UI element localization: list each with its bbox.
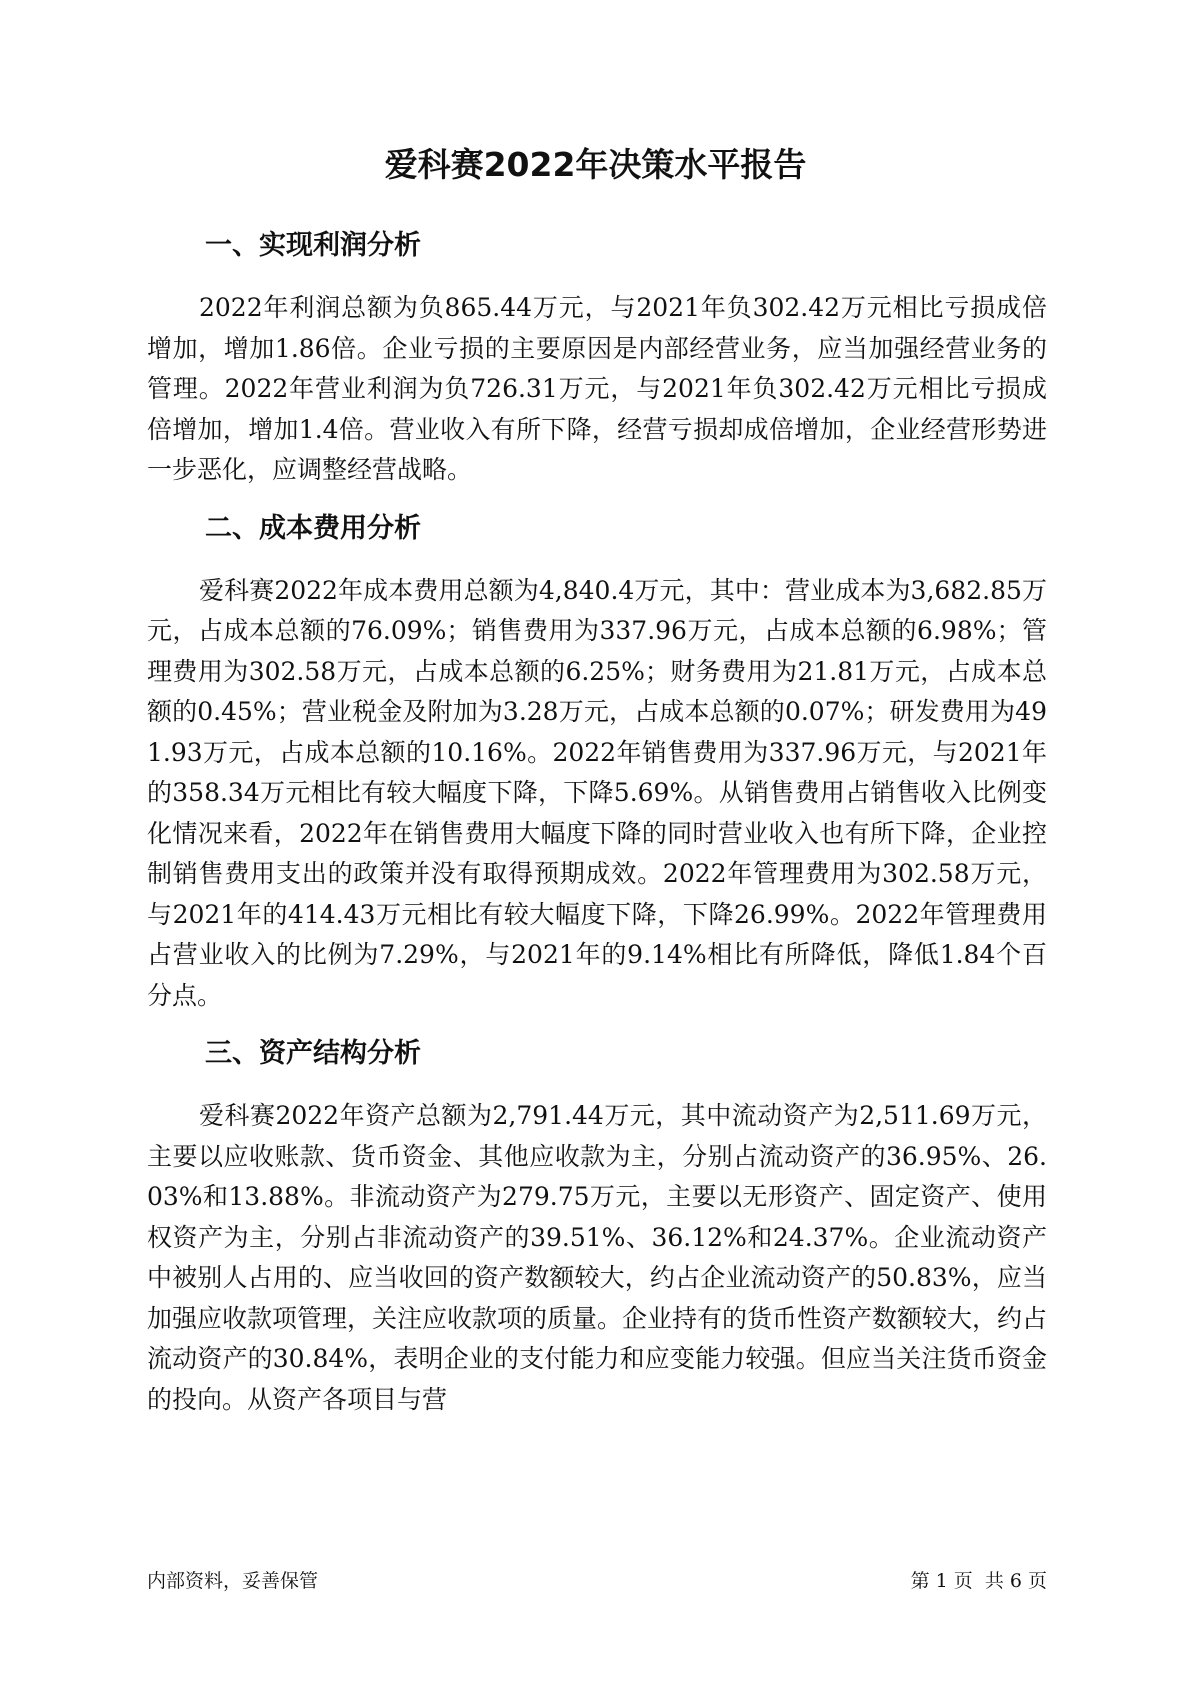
- section-heading: 二、成本费用分析: [205, 512, 421, 544]
- document-title: 爱科赛2022年决策水平报告: [384, 145, 807, 184]
- section-heading: 一、实现利润分析: [205, 230, 421, 261]
- page-current: 第 1 页: [910, 1570, 973, 1592]
- section-heading: 三、资产结构分析: [205, 1038, 421, 1069]
- document-body: [147, 226, 1047, 1438]
- section-paragraph: 爱科赛2022年资产总额为2,791.44万元，其中流动资产为2,511.69万元，主要以应收账款、货币资金、其他应收款为主，分别占流动资产的36.95%、26.03%和13.88%。非流动资产为279.75万元，主要以无形资产、固定资产、使用权资产为主，分别占非流动资产的39.51%、36.12%和24.37%。企业流动资产中被别人占用的、应当收回的资产数额较大，约占企业流动资产的50.83%，应当加强应收款项管理，关注应收款项的质量。企业持有的货币性资产数额较大，约占流动资产的30.84%，表明企业的支付能力和应变能力较强。但应当关注货币资金的投向。从资产各项目与营: [147, 1101, 1048, 1414]
- section-paragraph: 2022年利润总额为负865.44万元，与2021年负302.42万元相比亏损成倍增加，增加1.86倍。企业亏损的主要原因是内部经营业务，应当加强经营业务的管理。2022年营业利润为负726.31万元，与2021年负302.42万元相比亏损成倍增加，增加1.4倍。营业收入有所下降，经营亏损却成倍增加，企业经营形势进一步恶化，应调整经营战略。: [147, 293, 1047, 484]
- section-profit-analysis: [147, 226, 1047, 491]
- section-paragraph: 爱科赛2022年成本费用总额为4,840.4万元，其中：营业成本为3,682.85万元，占成本总额的76.09%；销售费用为337.96万元，占成本总额的6.98%；管理费用为302.58万元，占成本总额的6.25%；财务费用为21.81万元，占成本总额的0.45%；营业税金及附加为3.28万元，占成本总额的0.07%；研发费用为491.93万元，占成本总额的10.16%。2022年销售费用为337.96万元，与2021年的358.34万元相比有较大幅度下降，下降5.69%。从销售费用占销售收入比例变化情况来看，2022年在销售费用大幅度下降的同时营业收入也有所下降，企业控制销售费用支出的政策并没有取得预期成效。2022年管理费用为302.58万元，与2021年的414.43万元相比有较大幅度下降，下降26.99%。2022年管理费用占营业收入的比例为7.29%，与2021年的9.14%相比有所降低，降低1.84个百分点。: [147, 575, 1047, 1010]
- page-total: 共 6 页: [984, 1570, 1047, 1592]
- footer-page-number: [911, 1568, 1047, 1594]
- section-asset-structure-analysis: [147, 1034, 1047, 1420]
- footer-confidential-note: 内部资料，妥善保管: [147, 1570, 319, 1592]
- section-cost-analysis: [147, 509, 1047, 1017]
